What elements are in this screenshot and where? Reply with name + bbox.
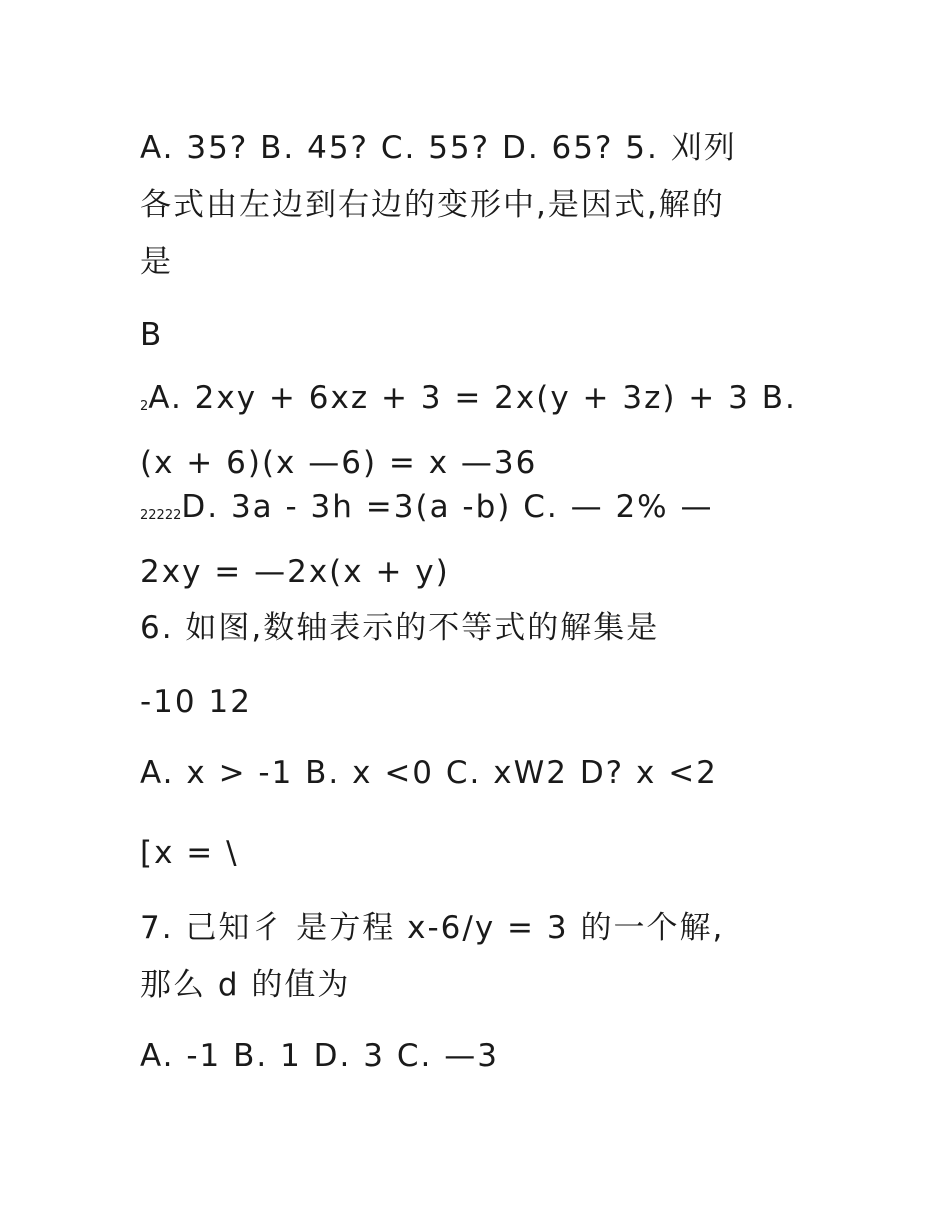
text-line: 2xy = —2x(x + y)	[140, 554, 450, 590]
question-7-options	[140, 1028, 820, 1085]
text-line: A. x > -1 B. x <0 C. xW2 D? x <2	[140, 755, 718, 791]
factorization-options-paragraph	[140, 370, 820, 492]
question-options-paragraph	[140, 120, 820, 291]
text-line: A. -1 B. 1 D. 3 C. —3	[140, 1038, 499, 1074]
text-line: -10 12	[140, 684, 252, 720]
text-line: (x + 6)(x —6) = x —36	[140, 445, 538, 481]
text-line: A. 35? B. 45? C. 55? D. 65? 5. 刈列	[140, 130, 737, 166]
factorization-options-paragraph-2	[140, 479, 820, 601]
superscript-marker: 2	[140, 399, 149, 414]
answer-paragraph	[140, 307, 820, 364]
text-line: 7. 己知彳 是方程 x-6/y = 3 的一个解,	[140, 910, 725, 946]
question-6-options	[140, 745, 820, 802]
text-line: 那么 d 的值为	[140, 967, 351, 1003]
text-line: A. 2xy + 6xz + 3 = 2x(y + 3z) + 3 B.	[148, 380, 797, 416]
text-line: 6. 如图,数轴表示的不等式的解集是	[140, 610, 660, 646]
number-line-labels	[140, 674, 820, 731]
text-line: B	[140, 317, 164, 353]
text-line: 是	[140, 244, 173, 280]
question-6-paragraph	[140, 600, 820, 657]
superscript-marker: 22222	[140, 508, 182, 523]
equation-fragment	[140, 825, 820, 882]
text-line: D. 3a - 3h =3(a -b) C. — 2% —	[181, 489, 714, 525]
text-line: [x = \	[140, 835, 239, 871]
text-line: 各式由左边到右边的变形中,是因式,解的	[140, 187, 725, 223]
question-7-paragraph	[140, 900, 820, 1014]
